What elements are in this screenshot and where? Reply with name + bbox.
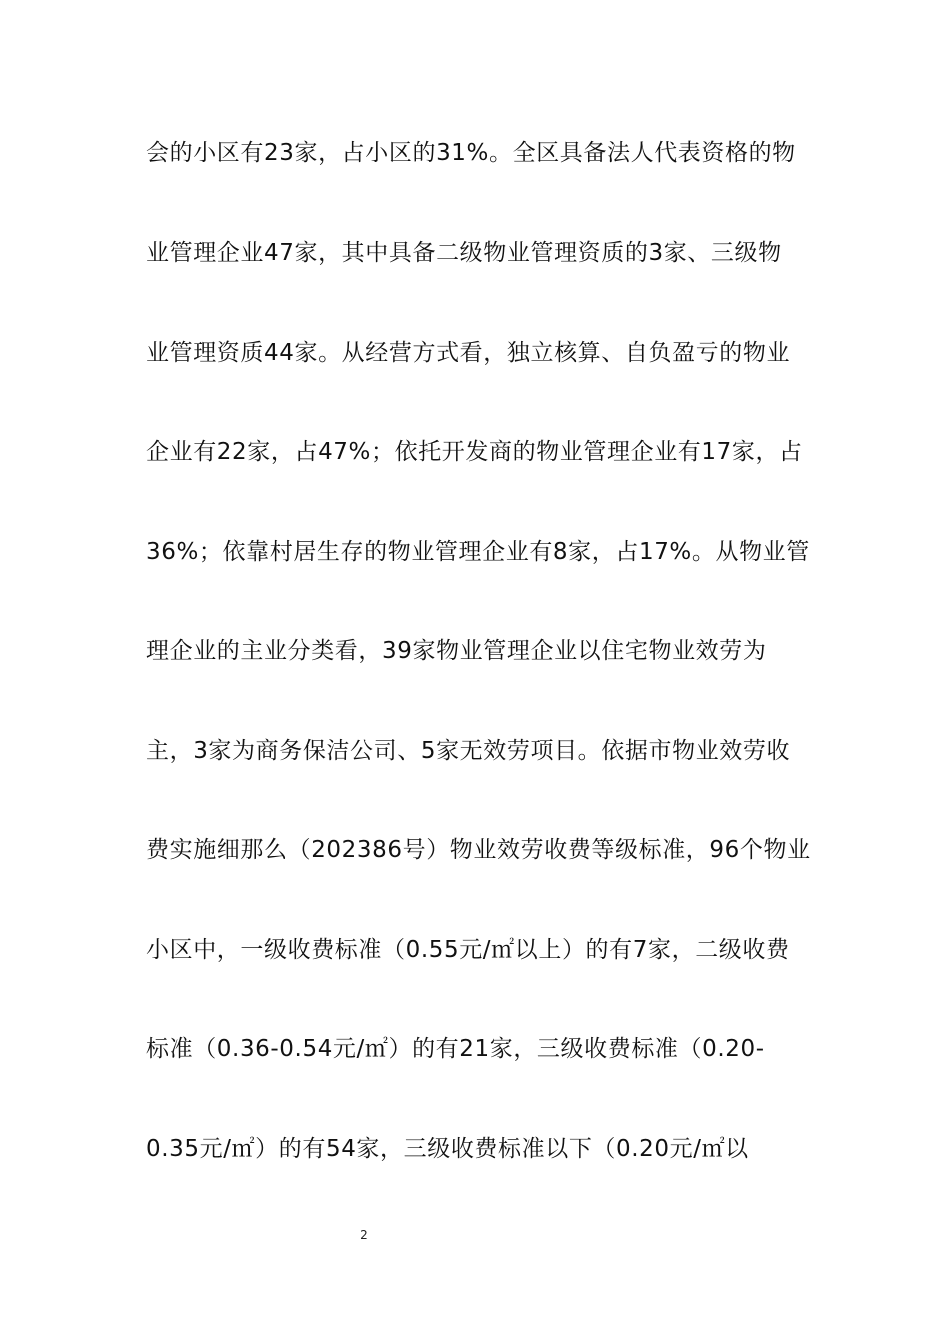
text-line: 标准（0.36-0.54元/㎡）的有21家，三级收费标准（0.20-: [146, 1036, 765, 1062]
text-line: 小区中，一级收费标准（0.55元/㎡以上）的有7家，二级收费: [146, 937, 790, 963]
text-line: 业管理企业47家，其中具备二级物业管理资质的3家、三级物: [146, 240, 782, 266]
text-line: 业管理资质44家。从经营方式看，独立核算、自负盈亏的物业: [146, 340, 791, 366]
page-number: 2: [360, 1228, 368, 1242]
text-line: 会的小区有23家，占小区的31%。全区具备法人代表资格的物: [146, 140, 796, 166]
text-line: 36%；依靠村居生存的物业管理企业有8家，占17%。从物业管: [146, 539, 810, 565]
text-line: 0.35元/㎡）的有54家，三级收费标准以下（0.20元/㎡以: [146, 1136, 749, 1162]
text-line: 企业有22家，占47%；依托开发商的物业管理企业有17家，占: [146, 439, 803, 465]
text-line: 主，3家为商务保洁公司、5家无效劳项目。依据市物业效劳收: [146, 738, 791, 764]
text-line: 理企业的主业分类看，39家物业管理企业以住宅物业效劳为: [146, 638, 767, 664]
text-line: 费实施细那么（202386号）物业效劳收费等级标准，96个物业: [146, 837, 811, 863]
